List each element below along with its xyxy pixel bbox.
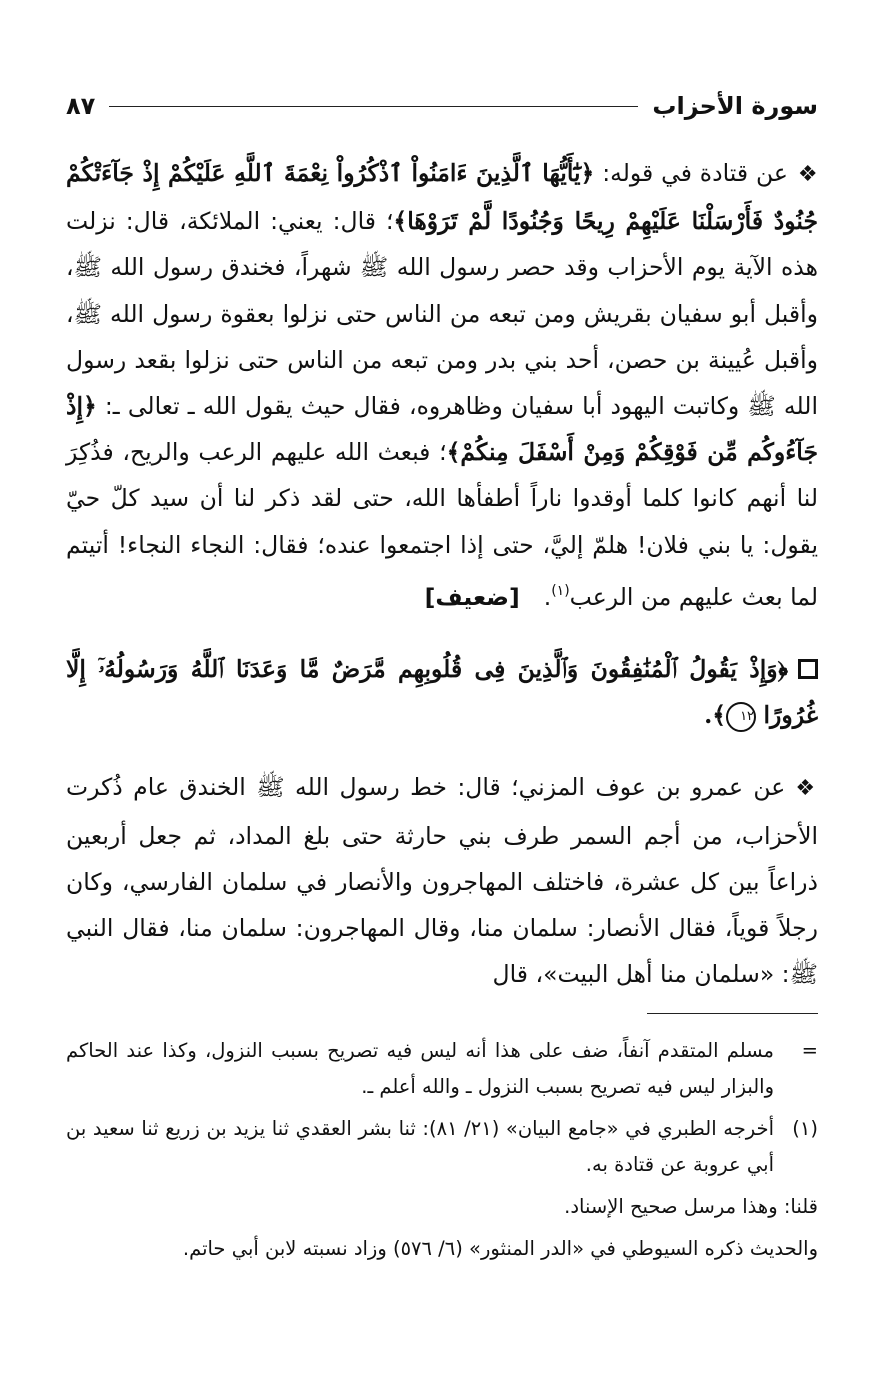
footnote-text: أخرجه الطبري في «جامع البيان» (٢١/ ٨١): ثنا بشر العقدي ثنا يزيد بن زريع ثنا سعيد بن أبي عروبة عن قتادة به. — [66, 1117, 775, 1176]
main-text — [66, 150, 818, 997]
footnote-1 — [66, 1111, 818, 1183]
surah-title: سورة الأحزاب — [652, 92, 818, 120]
narration-text: ؛ قال: يعني: الملائكة، قال: نزلت هذه الآية يوم الأحزاب وقد حصر رسول الله ﷺ شهراً، فخندق رسول الله ﷺ، وأقبل أبو سفيان بقريش ومن تبعه من الناس حتى نزلوا بعقوة رسول الله ﷺ، وأقبل عُيينة بن حصن، أحد بني بدر ومن تبعه من الناس حتى نزلوا بقعد رسول الله ﷺ وكاتبت اليهود أبا سفيان وظاهروه، فقال حيث يقول الله ـ تعالى ـ: — [66, 207, 818, 421]
verse-heading — [66, 646, 818, 738]
diamond-icon: ❖ — [797, 162, 818, 187]
square-icon — [798, 659, 818, 679]
footnotes — [66, 1033, 818, 1273]
footnote-continuation — [66, 1033, 818, 1105]
narration-text: عن عمرو بن عوف المزني؛ قال: خط رسول الله ﷺ الخندق عام ذُكرت الأحزاب، من أجم السمر طرف بني حارثة حتى بلغ المداد، ثم جعل أربعين ذراعاً بين كل عشرة، فاختلف المهاجرون والأنصار في سلمان الفارسي، وكان رجلاً قوياً، فقال الأنصار: سلمان منا، وقال المهاجرون: سلمان منا، فقال النبي ﷺ: «سلمان منا أهل البيت»، قال — [66, 773, 818, 989]
verse-text: ﴿وَإِذْ يَقُولُ ٱلْمُنَٰفِقُونَ وَٱلَّذِينَ فِى قُلُوبِهِم مَّرَضٌ مَّا وَعَدَنَا ٱللَّهُ وَرَسُولُهُۥٓ إِلَّا غُرُورًا — [66, 655, 818, 730]
verse-closing: ﴾. — [704, 701, 727, 730]
quran-quote: ﴿إِذْ جَآءُوكُم مِّن فَوْقِكُمْ وَمِنْ أَسْفَلَ مِنكُمْ﴾ — [66, 392, 818, 467]
narration-qatada — [66, 150, 818, 620]
footnote-text: مسلم المتقدم آنفاً، ضف على هذا أنه ليس فيه تصريح بسبب النزول، وكذا عند الحاكم والبزار ليس فيه تصريح بسبب النزول ـ والله أعلم ـ. — [66, 1039, 774, 1098]
quran-quote: ﴿يَٰٓأَيُّهَا ٱلَّذِينَ ءَامَنُواْ ٱذْكُرُواْ نِعْمَةَ ٱللَّهِ عَلَيْكُمْ إِذْ جَآءَتْكُمْ جُنُودٌ فَأَرْسَلْنَا عَلَيْهِمْ رِيحًا وَجُنُودًا لَّمْ تَرَوْهَا﴾ — [66, 159, 818, 236]
ayah-number-icon: ١٢ — [726, 702, 756, 732]
footnote-separator — [647, 1013, 818, 1014]
narration-amr — [66, 764, 818, 997]
page-number: ٨٧ — [66, 92, 96, 120]
sentence-end: . — [543, 582, 552, 611]
header-rule — [109, 106, 638, 107]
footnote-line: قلنا: وهذا مرسل صحيح الإسناد. — [564, 1195, 818, 1218]
footnote-marker: = — [801, 1039, 818, 1062]
page-header — [66, 86, 818, 126]
footnote-line: والحديث ذكره السيوطي في «الدر المنثور» (٦/ ٥٧٦) وزاد نسبته لابن أبي حاتم. — [182, 1237, 818, 1260]
footnote-marker: (١) — [792, 1117, 818, 1140]
diamond-icon: ❖ — [795, 776, 818, 802]
narration-intro: عن قتادة في قوله: — [594, 159, 788, 187]
narration-text: ؛ فبعث الله عليهم الرعب والريح، فذُكِرَ لنا أنهم كانوا كلما أوقدوا ناراً أطفأها الله، حتى لقد ذكر لنا أن سيد كلّ حيّ يقول: يا بني فلان! هلمّ إليَّ، حتى إذا اجتمعوا عنده؛ فقال: النجاء النجاء! أتيتم لما بعث عليهم من الرعب — [66, 438, 818, 611]
footnote-ref: (١) — [551, 582, 570, 599]
hadith-grade: [ضعيف] — [424, 582, 520, 611]
